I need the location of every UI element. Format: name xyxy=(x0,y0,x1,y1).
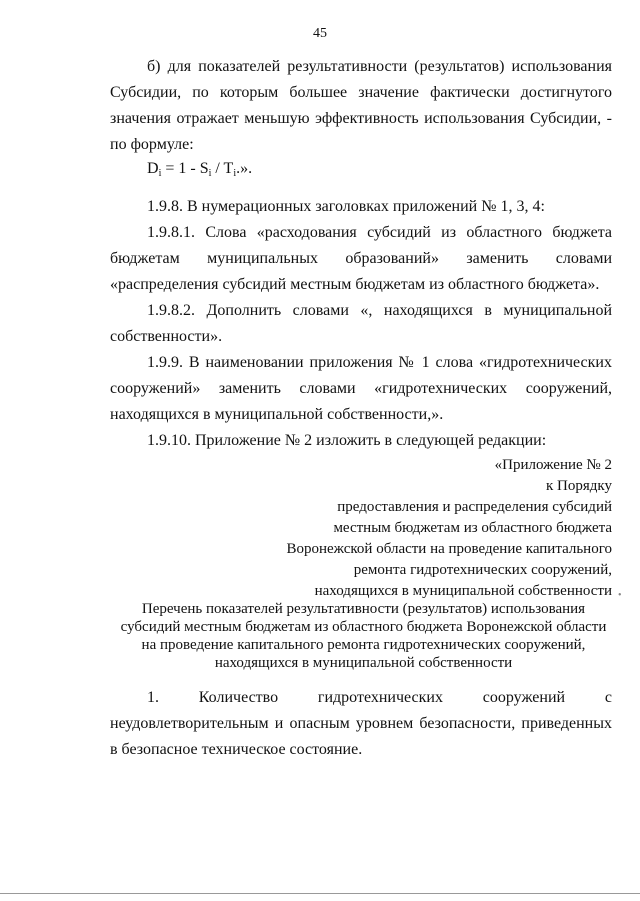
list-item-1: 1. Количество гидротехнических сооружений с неудовлетворительным и опасным уровнем безопасности, приведенных в безопасное техническое состояние. xyxy=(110,689,612,758)
formula-end: .». xyxy=(236,160,253,177)
formula-sub-i: i xyxy=(208,168,212,179)
appendix-header-line: находящихся в муниципальной собственности xyxy=(314,583,612,599)
page-number: 45 xyxy=(313,26,327,41)
appendix-header-line: ремонта гидротехнических сооружений, xyxy=(353,562,612,578)
list-title xyxy=(110,600,617,672)
list-title-line: Перечень показателей результативности (результатов) использования xyxy=(141,601,586,617)
paragraph-1-9-9: 1.9.9. В наименовании приложения № 1 слова «гидротехнических сооружений» заменить словами «гидротехнических сооружений, находящихся в муниципальной собственности,». xyxy=(110,354,612,423)
appendix-header-line: предоставления и распределения субсидий xyxy=(337,499,612,515)
formula-eq: = 1 - S xyxy=(161,160,209,177)
paragraph-1-9-8-2: 1.9.8.2. Дополнить словами «, находящихся в муниципальной собственности». xyxy=(110,302,612,345)
paragraph-1-9-10: 1.9.10. Приложение № 2 изложить в следующей редакции: xyxy=(147,432,547,449)
scan-mark: • xyxy=(618,590,622,601)
formula-sub-i: i xyxy=(233,168,237,179)
formula-d: D xyxy=(147,160,159,177)
appendix-header-line: к Порядку xyxy=(546,478,612,494)
paragraph-b: б) для показателей результативности (результатов) использования Субсидии, по которым большее значение фактически достигнутого значения отражает меньшую эффективность использования Субсидии, - по формуле: xyxy=(110,58,612,153)
appendix-header-line: Воронежской области на проведение капитального xyxy=(286,541,612,557)
formula xyxy=(147,156,252,182)
formula-sub-i: i xyxy=(158,168,162,179)
appendix-header-line: «Приложение № 2 xyxy=(494,457,612,473)
footer-divider xyxy=(0,893,640,894)
formula-slash: / T xyxy=(211,160,234,177)
list-title-line: находящихся в муниципальной собственности xyxy=(214,655,513,671)
paragraph-1-9-8: 1.9.8. В нумерационных заголовках приложений № 1, 3, 4: xyxy=(147,198,545,215)
paragraph-1-9-8-1: 1.9.8.1. Слова «расходования субсидий из областного бюджета бюджетам муниципальных образований» заменить словами «распределения субсидий местным бюджетам из областного бюджета». xyxy=(110,224,612,293)
list-title-line: субсидий местным бюджетам из областного бюджета Воронежской области xyxy=(120,619,607,635)
appendix-header xyxy=(110,455,612,602)
appendix-header-line: местным бюджетам из областного бюджета xyxy=(333,520,612,536)
list-title-line: на проведение капитального ремонта гидротехнических сооружений, xyxy=(141,637,586,653)
